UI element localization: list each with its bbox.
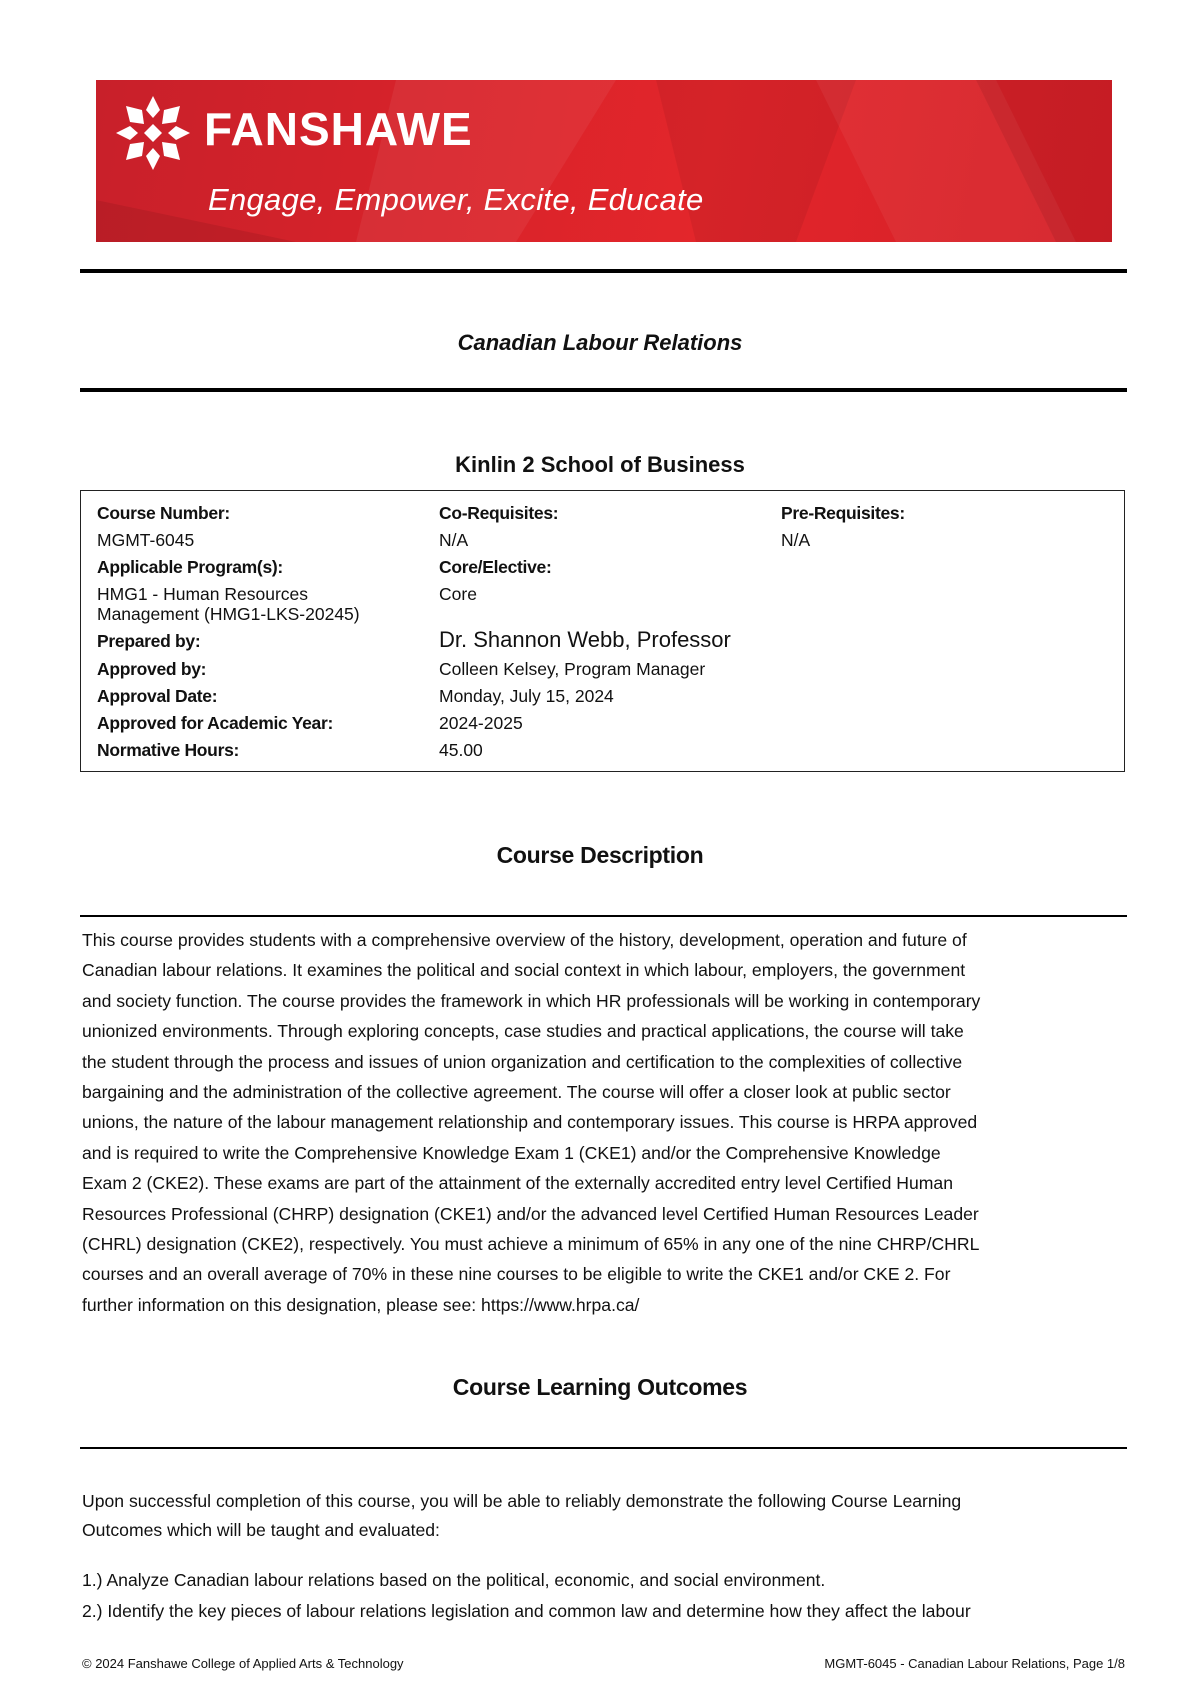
- description-line: unions, the nature of the labour management relationship and contemporary issues. This course is HRPA approved: [82, 1112, 978, 1133]
- normative-hours-value: 45.00: [439, 740, 483, 760]
- description-line: Exam 2 (CKE2). These exams are part of the attainment of the externally accredited entry level Certified Human: [82, 1173, 953, 1194]
- course-title: Canadian Labour Relations: [457, 330, 743, 355]
- fanshawe-snowflake-icon: [108, 88, 198, 178]
- approval-date-label: Approval Date:: [97, 686, 218, 706]
- course-description-heading: Course Description: [496, 842, 704, 868]
- academic-year-label: Approved for Academic Year:: [97, 713, 334, 733]
- outcomes-intro-line: Upon successful completion of this course, you will be able to reliably demonstrate the following Course Learning: [82, 1491, 962, 1511]
- prerequisites-label: Pre-Requisites:: [781, 503, 905, 523]
- tagline: Engage, Empower, Excite, Educate: [208, 182, 704, 217]
- footer-page-info: MGMT-6045 - Canadian Labour Relations, Page 1/8: [824, 1656, 1125, 1671]
- corequisites-value: N/A: [439, 530, 469, 550]
- academic-year-value: 2024-2025: [439, 713, 523, 733]
- outcome-item: 2.) Identify the key pieces of labour relations legislation and common law and determine how they affect the labour: [82, 1600, 971, 1621]
- divider: [80, 1447, 1127, 1449]
- header-banner: [96, 80, 1112, 242]
- course-description-text: [82, 925, 1132, 1320]
- description-line: and society function. The course provides the framework in which HR professionals will be working in contemporary: [82, 990, 981, 1011]
- core-elective-label: Core/Elective:: [439, 557, 552, 577]
- description-line: and is required to write the Comprehensive Knowledge Exam 1 (CKE1) and/or the Comprehensive Knowledge: [82, 1142, 941, 1163]
- course-number-value: MGMT-6045: [97, 530, 195, 550]
- course-number-label: Course Number:: [97, 503, 230, 523]
- description-line: Resources Professional (CHRP) designation (CKE1) and/or the advanced level Certified Human Resources Leader: [82, 1203, 979, 1224]
- core-elective-value: Core: [439, 584, 477, 604]
- prerequisites-value: N/A: [781, 530, 811, 550]
- approval-date-value: Monday, July 15, 2024: [439, 686, 614, 706]
- school-name: Kinlin 2 School of Business: [455, 452, 745, 477]
- approved-by-value: Colleen Kelsey, Program Manager: [439, 659, 706, 679]
- divider: [80, 388, 1127, 392]
- description-line: courses and an overall average of 70% in these nine courses to be eligible to write the CKE1 and/or CKE 2. For: [82, 1264, 951, 1285]
- description-line: unionized environments. Through exploring concepts, case studies and practical applications, the course will take: [82, 1021, 964, 1042]
- programs-value-line1: HMG1 - Human Resources: [97, 584, 309, 604]
- outcome-item: 1.) Analyze Canadian labour relations based on the political, economic, and social environment.: [82, 1570, 826, 1590]
- description-line: bargaining and the administration of the collective agreement. The course will offer a closer look at public sector: [82, 1082, 951, 1103]
- outcomes-list: [82, 1565, 1132, 1626]
- programs-label: Applicable Program(s):: [97, 557, 283, 577]
- footer-copyright: © 2024 Fanshawe College of Applied Arts & Technology: [82, 1656, 404, 1671]
- approved-by-label: Approved by:: [97, 659, 207, 679]
- outcomes-intro-line: Outcomes which will be taught and evaluated:: [82, 1520, 440, 1540]
- corequisites-label: Co-Requisites:: [439, 503, 559, 523]
- divider: [80, 915, 1127, 917]
- learning-outcomes-heading: Course Learning Outcomes: [452, 1374, 748, 1400]
- programs-value-line2: Management (HMG1-LKS-20245): [97, 604, 360, 624]
- description-line: (CHRL) designation (CKE2), respectively. You must achieve a minimum of 65% in any one of the nine CHRP/CHRL: [82, 1234, 980, 1255]
- logo-text: FANSHAWE: [204, 103, 473, 155]
- prepared-by-label: Prepared by:: [97, 631, 201, 651]
- course-info-table: [80, 490, 1125, 772]
- prepared-by-value: Dr. Shannon Webb, Professor: [439, 627, 731, 652]
- fanshawe-logo: [108, 88, 473, 178]
- normative-hours-label: Normative Hours:: [97, 740, 240, 760]
- description-line: This course provides students with a comprehensive overview of the history, development, operation and future of: [82, 930, 967, 950]
- description-line: further information on this designation, please see: https://www.hrpa.ca/: [82, 1294, 640, 1315]
- divider: [80, 269, 1127, 273]
- description-line: the student through the process and issues of union organization and certification to the complexities of collective: [82, 1051, 963, 1072]
- outcomes-intro: [82, 1487, 1132, 1545]
- description-line: Canadian labour relations. It examines the political and social context in which labour, employers, the government: [82, 960, 966, 981]
